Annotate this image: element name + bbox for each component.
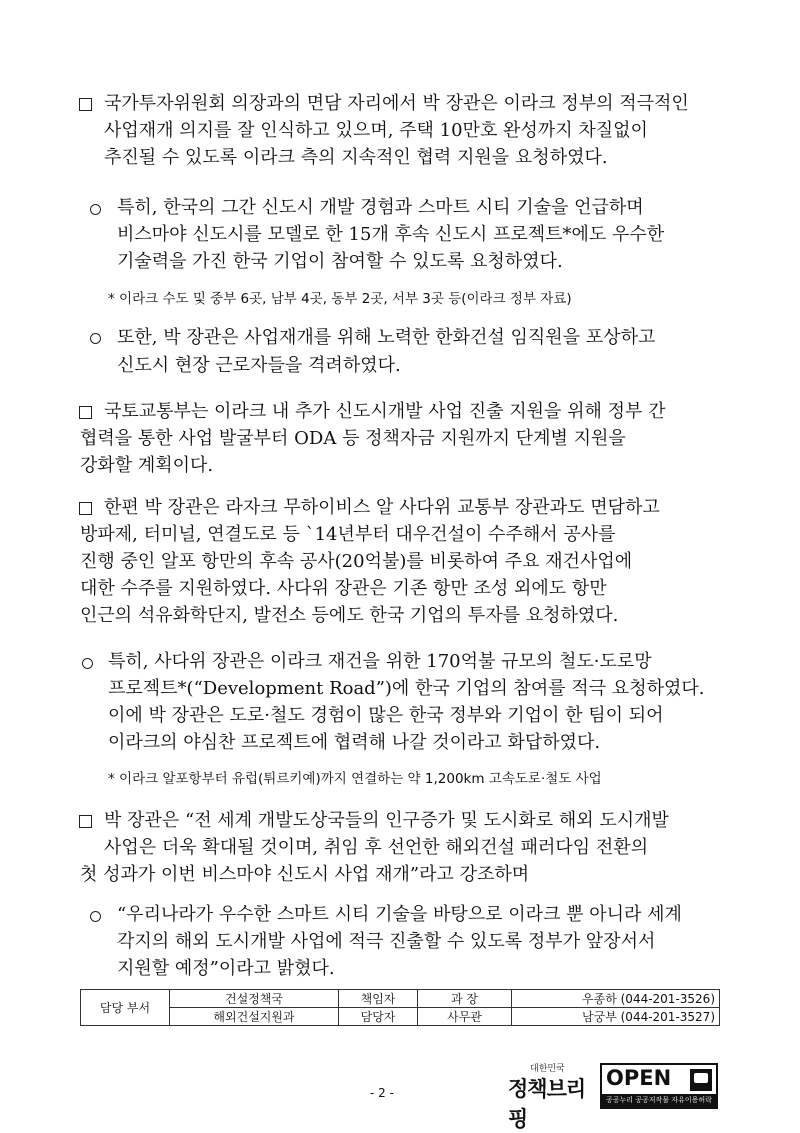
- text-line: 방파제, 터미널, 연결도로 등 `14년부터 대우건설이 수주해서 공사를: [80, 524, 616, 545]
- text-line: 이라크의 야심찬 프로젝트에 협력해 나갈 것이라고 화답하였다.: [108, 732, 601, 753]
- text-line: 사업재개 의지를 잘 인식하고 있으며, 주택 10만호 완성까지 차질없이: [104, 120, 648, 141]
- contact-cell: [512, 990, 720, 1008]
- role-cell: 책임자: [339, 990, 418, 1008]
- name-text: 우종하: [582, 992, 617, 1006]
- text-line: 강화할 계획이다.: [80, 455, 214, 476]
- circle-bullet-icon: [90, 333, 101, 344]
- license-bar-text: 공공누리 공공저작물 자유이용허락: [602, 1094, 716, 1107]
- text-line: 사업은 더욱 확대될 것이며, 취임 후 선언한 해외건설 패러다임 전환의: [104, 837, 649, 858]
- text-line: “우리나라가 우수한 스마트 시티 기술을 바탕으로 이라크 뿐 아니라 세계: [117, 904, 682, 925]
- footnote: * 이라크 수도 및 중부 6곳, 남부 4곳, 동부 2곳, 서부 3곳 등(이라크 정부 자료): [108, 291, 572, 307]
- text-line: 협력을 통한 사업 발굴부터 ODA 등 정책자금 지원까지 단계별 지원을: [80, 428, 626, 449]
- table-row: [81, 990, 720, 1008]
- division-cell: 해외건설지원과: [170, 1008, 339, 1026]
- contact-cell: [512, 1008, 720, 1026]
- text-line: 첫 성과가 이번 비스마야 신도시 사업 재개”라고 강조하며: [80, 864, 530, 885]
- title-cell: 과 장: [418, 990, 512, 1008]
- circle-bullet-icon: [82, 658, 93, 669]
- contact-table: [80, 989, 720, 1026]
- text-line: 박 장관은 “전 세계 개발도상국들의 인구증가 및 도시화로 해외 도시개발: [104, 810, 669, 831]
- name-text: 남궁부: [582, 1010, 617, 1024]
- text-line: 신도시 현장 근로자들을 격려하였다.: [117, 355, 401, 376]
- open-license-logo: [600, 1063, 718, 1109]
- text-line: 지원할 예정”이라고 밝혔다.: [117, 958, 335, 979]
- circle-bullet-icon: [90, 911, 101, 922]
- open-text: OPEN: [606, 1066, 672, 1090]
- text-line: 이에 박 장관은 도로·철도 경험이 많은 한국 정부와 기업이 한 팀이 되어: [108, 705, 664, 726]
- logo-main-text: 정책브리핑: [508, 1077, 586, 1131]
- policy-briefing-logo: [508, 1061, 594, 1131]
- footnote: * 이라크 알포항부터 유럽(튀르키예)까지 연결하는 약 1,200km 고속도로·철도 사업: [108, 771, 602, 787]
- logo-small-text: 대한민국: [530, 1064, 565, 1074]
- title-cell: 사무관: [418, 1008, 512, 1026]
- dept-label-cell: 담당 부서: [81, 990, 170, 1026]
- text-line: 국토교통부는 이라크 내 추가 신도시개발 사업 진출 지원을 위해 정부 간: [104, 401, 666, 422]
- text-line: 인근의 석유화학단지, 발전소 등에도 한국 기업의 투자를 요청하였다.: [80, 605, 619, 626]
- text-line: 국가투자위원회 의장과의 면담 자리에서 박 장관은 이라크 정부의 적극적인: [104, 93, 689, 114]
- text-line: 각지의 해외 도시개발 사업에 적극 진출할 수 있도록 정부가 앞장서서: [117, 931, 656, 952]
- table-row: [81, 1008, 720, 1026]
- role-cell: 담당자: [339, 1008, 418, 1026]
- text-line: 특히, 한국의 그간 신도시 개발 경험과 스마트 시티 기술을 언급하며: [117, 197, 644, 218]
- text-line: 또한, 박 장관은 사업재개를 위해 노력한 한화건설 임직원을 포상하고: [117, 327, 656, 348]
- text-line: 비스마야 신도시를 모델로 한 15개 후속 신도시 프로젝트*에도 우수한: [117, 224, 665, 245]
- square-bullet-icon: [79, 815, 92, 828]
- square-bullet-icon: [79, 502, 92, 515]
- bureau-cell: 건설정책국: [170, 990, 339, 1008]
- text-line: 대한 수주를 지원하였다. 사다위 장관은 기존 항만 조성 외에도 항만: [80, 578, 607, 599]
- text-line: 특히, 사다위 장관은 이라크 재건을 위한 170억불 규모의 철도·도로망: [108, 651, 652, 672]
- text-line: 한편 박 장관은 라자크 무하이비스 알 사다위 교통부 장관과도 면담하고: [104, 497, 660, 518]
- text-line: 기술력을 가진 한국 기업이 참여할 수 있도록 요청하였다.: [117, 251, 563, 272]
- text-line: 추진될 수 있도록 이라크 측의 지속적인 협력 지원을 요청하였다.: [104, 147, 608, 168]
- square-bullet-icon: [79, 406, 92, 419]
- phone-text: (044-201-3527): [620, 1010, 715, 1024]
- license-icon: [690, 1069, 712, 1091]
- circle-bullet-icon: [90, 204, 101, 215]
- square-bullet-icon: [79, 98, 92, 111]
- page-number: - 2 -: [370, 1086, 394, 1100]
- text-line: 프로젝트*(“Development Road”)에 한국 기업의 참여를 적극 요청하였다.: [108, 678, 705, 699]
- text-line: 진행 중인 알포 항만의 후속 공사(20억불)를 비롯하여 주요 재건사업에: [80, 551, 633, 572]
- phone-text: (044-201-3526): [620, 992, 715, 1006]
